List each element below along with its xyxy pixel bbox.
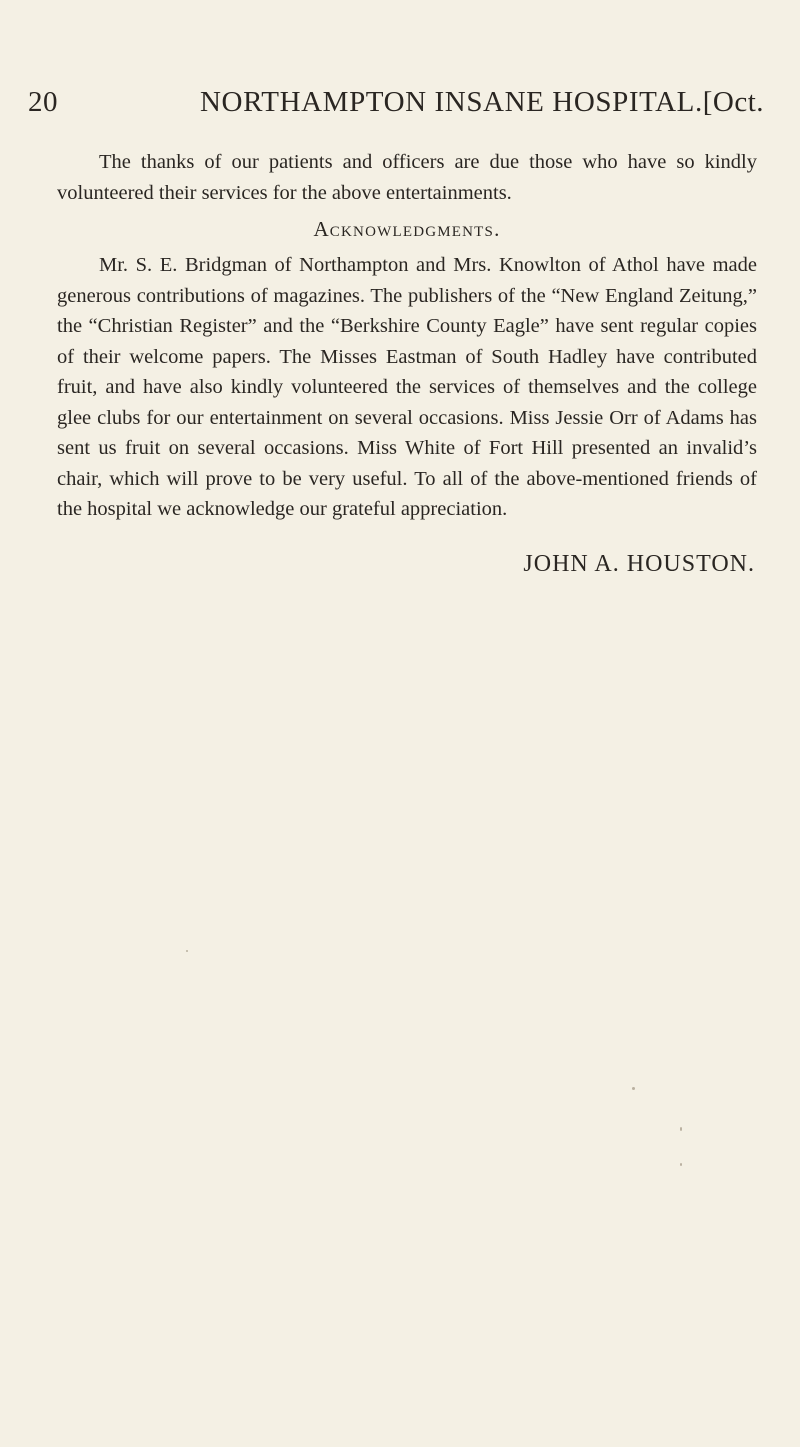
body-text [57, 147, 757, 579]
section-heading: Acknowledgments. [313, 217, 501, 241]
speck [680, 1127, 682, 1131]
thanks-paragraph: The thanks of our patients and officers are due those who have so kindly volunteered their services for the above entertainments. [57, 151, 757, 204]
running-month: [Oct. [702, 86, 764, 118]
signature: JOHN A. HOUSTON. [523, 550, 755, 577]
speck [186, 950, 188, 952]
acknowledgments-paragraph: Mr. S. E. Bridgman of Northampton and Mrs. Knowlton of Athol have made generous contributions of magazines. The publishers of the “New England Zeitung,” the “Christian Register” and the “Berkshire County Eagle” have sent regular copies of their welcome papers. The Misses Eastman of South Hadley have contributed fruit, and have also kindly volunteered the services of themselves and the college glee clubs for our entertainment on several occasions. Miss Jessie Orr of Adams has sent us fruit on several occasions. Miss White of Fort Hill presented an invalid’s chair, which will prove to be very useful. To all of the above-mentioned friends of the hospital we acknowledge our grateful appreciation. [57, 254, 757, 520]
speck [680, 1163, 682, 1166]
speck [632, 1087, 635, 1090]
running-title: NORTHAMPTON INSANE HOSPITAL. [200, 86, 703, 118]
running-header [28, 86, 768, 126]
page-number: 20 [28, 86, 58, 118]
